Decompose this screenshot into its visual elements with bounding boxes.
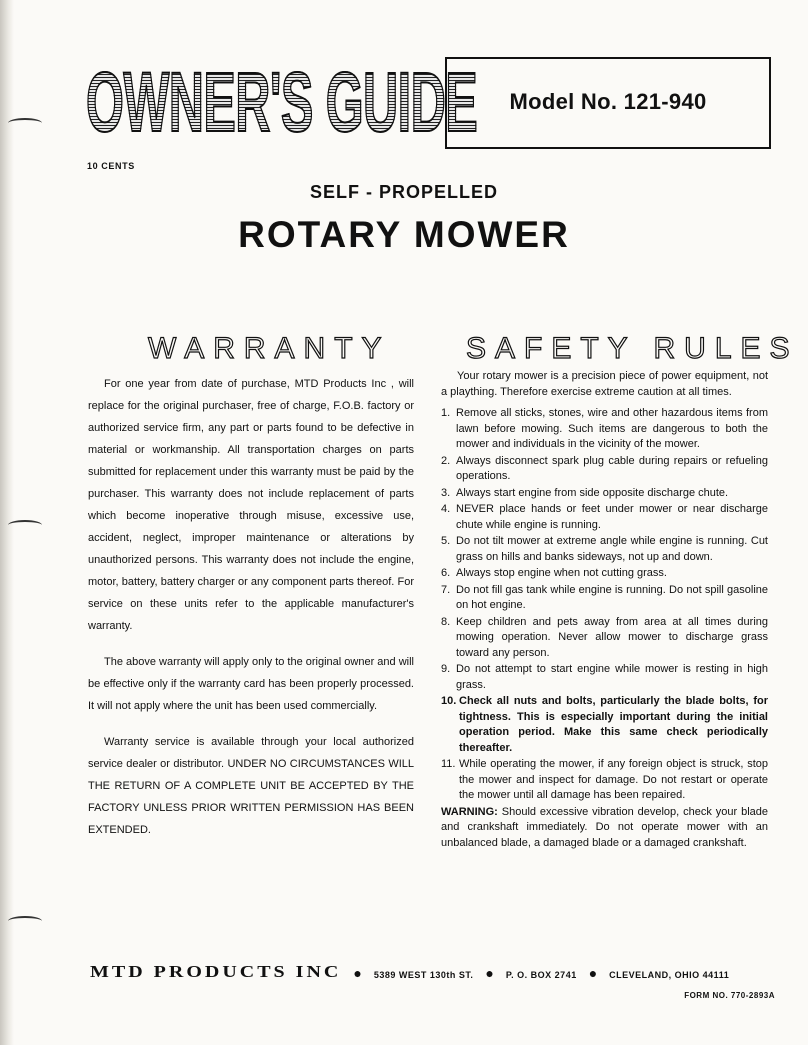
- owners-guide-title: OWNER'S GUIDE: [86, 55, 478, 149]
- rule-text: Always stop engine when not cutting grass.: [456, 567, 667, 579]
- rule-text: While operating the mower, if any foreign object is struck, stop the mower and inspect for damage. Do not restart or operate the mower until all damage has been repaired.: [459, 758, 768, 801]
- warranty-paragraph: The above warranty will apply only to the original owner and will be effective only if the warranty card has been properly processed. It will not apply where the unit has been used commercially.: [88, 656, 414, 712]
- rule-number: 1.: [441, 407, 451, 419]
- safety-rules-heading: SAFETY RULES: [466, 332, 799, 365]
- rule-text: Do not tilt mower at extreme angle while engine is running. Cut grass on hills and banks sideways, not up and down.: [456, 535, 768, 563]
- rule-text: Keep children and pets away from area at all times during mowing operation. Never allow mower to discharge grass toward any person.: [456, 615, 768, 659]
- rule-number: 6.: [441, 567, 451, 579]
- company-name: MTD PRODUCTS INC: [90, 962, 342, 982]
- warning-note: [441, 805, 768, 852]
- warning-text: Should excessive vibration develop, check your blade and crankshaft immediately. Do not operate mower with an unbalanced blade, a damaged blade or a damaged crankshaft.: [441, 805, 768, 849]
- rule-number: 3.: [441, 486, 451, 499]
- rule-number: 10.: [441, 695, 457, 707]
- warranty-paragraph: For one year from date of purchase, MTD Products Inc , will replace for the original purchaser, free of charge, F.O.B. factory or authorized service firm, any part or parts found to be defective in material or workmanship. All transportation charges on parts submitted for replacement under this warranty must be paid by the purchaser. This warranty does not include replacement of parts which become inoperative through misuse, excessive use, accident, neglect, improper maintenance or alterations by unauthorized persons. This warranty does not include the engine, motor, battery, battery charger or any component parts thereof. For service on these units refer to the applicable manufacturer's warranty.: [88, 378, 414, 632]
- rule-number: 4.: [441, 503, 451, 515]
- warning-label: WARNING:: [441, 805, 498, 818]
- safety-rule: [441, 486, 768, 502]
- city-address: CLEVELAND, OHIO 44111: [609, 970, 730, 980]
- rule-text: Always start engine from side opposite discharge chute.: [456, 486, 729, 499]
- product-title: ROTARY MOWER: [238, 214, 570, 255]
- rule-number: 11.: [441, 758, 456, 770]
- safety-rule: [441, 534, 768, 565]
- rule-number: 9.: [441, 663, 451, 675]
- bullet-separator: ●: [588, 965, 598, 981]
- warranty-paragraph: Warranty service is available through your local authorized service dealer or distributor. UNDER NO CIRCUMSTANCES WILL THE RETURN OF A COMPLETE UNIT BE ACCEPTED BY THE FACTORY UNLESS PRIOR WRITTEN PERMISSION HAS BEEN EXTENDED.: [88, 736, 414, 836]
- punch-mark-middle: [8, 520, 42, 530]
- safety-rule: [441, 615, 768, 662]
- model-box: [445, 57, 771, 149]
- rule-number: 2.: [441, 454, 451, 467]
- warranty-heading: WARRANTY: [148, 332, 391, 365]
- safety-rule: [441, 583, 768, 614]
- safety-rule: [441, 502, 768, 533]
- safety-rule: [441, 566, 768, 582]
- footer: [90, 961, 780, 984]
- rule-text: Do not attempt to start engine while mower is resting in high grass.: [456, 663, 768, 691]
- form-number: FORM NO. 770-2893A: [684, 991, 775, 1000]
- product-subtitle: SELF - PROPELLED: [309, 182, 498, 202]
- warranty-section: [88, 373, 414, 855]
- rule-number: 8.: [441, 615, 451, 628]
- safety-rule: [441, 757, 768, 804]
- safety-rule: [441, 406, 768, 453]
- bullet-separator: ●: [353, 965, 362, 981]
- punch-mark-bottom: [8, 916, 42, 926]
- rule-text: NEVER place hands or feet under mower or near discharge chute while engine is running.: [456, 503, 768, 531]
- safety-rule: [441, 662, 768, 693]
- price-label: 10 CENTS: [87, 161, 135, 171]
- safety-rule: [441, 454, 768, 485]
- rule-text: Remove all sticks, stones, wire and other hazardous items from lawn before mowing. Such items are dangerous to both the mower and individuals in the vicinity of the mower.: [456, 407, 768, 450]
- rule-number: 7.: [441, 583, 451, 596]
- safety-rule: [441, 694, 768, 756]
- street-address: 5389 WEST 130th ST.: [373, 970, 474, 980]
- rule-text: Do not fill gas tank while engine is running. Do not spill gasoline on hot engine.: [456, 583, 768, 611]
- bullet-separator: ●: [485, 965, 494, 981]
- safety-rules-section: [441, 369, 768, 851]
- punch-mark-top: [8, 118, 42, 128]
- safety-intro: Your rotary mower is a precision piece of power equipment, not a plaything. Therefore exercise extreme caution at all times.: [441, 370, 768, 398]
- rule-number: 5.: [441, 535, 451, 547]
- rule-text: Always disconnect spark plug cable during repairs or refueling operations.: [456, 454, 768, 482]
- po-box: P. O. BOX 2741: [505, 970, 577, 980]
- rule-text: Check all nuts and bolts, particularly the blade bolts, for tightness. This is especially important during the initial operation period. Make this same check periodically thereafter.: [459, 695, 768, 754]
- model-number: Model No. 121-940: [509, 89, 707, 114]
